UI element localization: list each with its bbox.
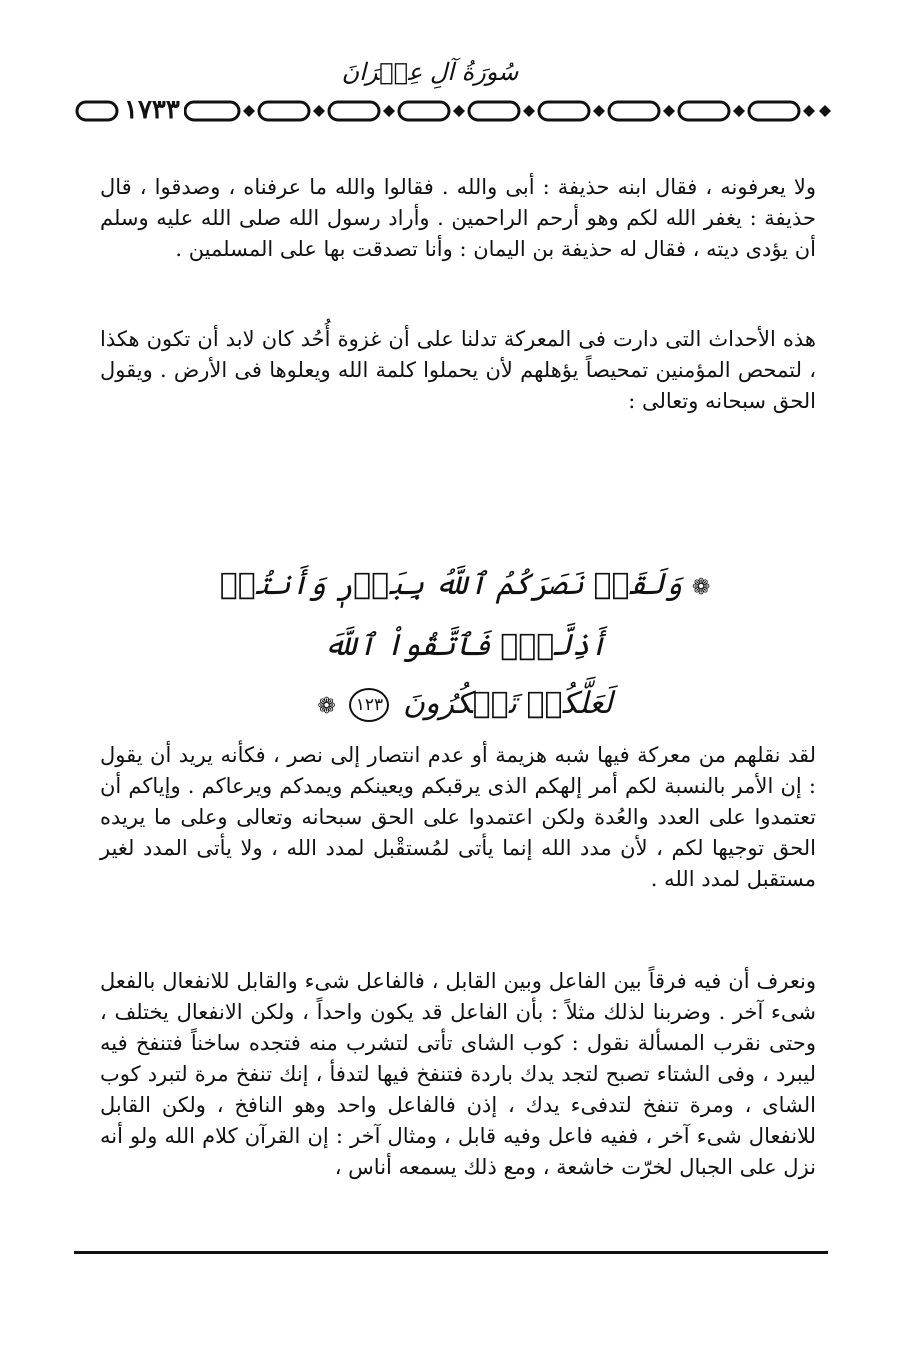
verse-text-1: وَلَقَدۡ نَصَرَكُمُ ٱللَّهُ بِبَدۡرٖ وَأَنتُمۡ أَذِلَّةٞۖ فَٱتَّقُواْ ٱللَّهَ xyxy=(219,567,683,663)
verse-line-1 xyxy=(195,556,735,675)
footer-rule xyxy=(74,1251,828,1254)
surah-title: سُورَةُ آلِ عِمۡرَانَ xyxy=(341,58,519,86)
verse-open-ornament-icon: ❁ xyxy=(691,575,711,600)
paragraph-2: هذه الأحداث التى دارت فى المعركة تدلنا على أن غزوة أُحُد كان لابد أن تكون هكذا ، لتمحص المؤمنين تمحيصاً يؤهلهم لأن يحملوا كلمة الله ويعلوها فى الأرض . ويقول الحق سبحانه وتعالى : xyxy=(100,327,816,413)
verse-line-2 xyxy=(195,675,735,736)
paragraph-3: لقد نقلهم من معركة فيها شبه هزيمة أو عدم انتصار إلى نصر ، فكأنه يريد أن يقول : إن الأمر بالنسبة لكم أمر إلهكم الذى يرقبكم ويعينكم ويمدكم ويرعاكم . وإياكم أن تعتمدوا على العدد والعُدة ولكن اعتمدوا على الحق سبحانه وتعالى وعلى ما يريده الحق توجيها لكم ، لأن مدد الله إنما يأتى لمُستقْبل لمدد الله ، ولا يأتى المدد لغير مستقبل لمدد الله . xyxy=(100,743,816,891)
page-number: ١٧٣٣ xyxy=(120,95,184,125)
verse-number: ١٢٣ xyxy=(349,688,389,722)
paragraph-4: ونعرف أن فيه فرقاً بين الفاعل وبين القابل ، فالفاعل شىء والقابل للانفعال بالفعل شىء آخر . وضربنا لذلك مثلاً : بأن الفاعل قد يكون واحداً ، ولكن الانفعال يختلف ، وحتى نقرب المسألة نقول : كوب الشاى تأتى لتشرب منه فتجده ساخناً فتنفخ فيه ليبرد ، وفى الشتاء تصبح لتجد يدك باردة فتنفخ فيها لتدفأ ، إنك تنفخ مرة لتبرد كوب الشاى ، ومرة تنفخ لتدفىء يدك ، إذن فالفاعل واحد وهو النافخ ، ولكن القابل للانفعال شىء آخر ، ففيه فاعل وفيه قابل ، ومثال آخر : إن القرآن كلام الله ولو أنه نزل على الجبال لخرّت خاشعة ، ومع ذلك يسمعه أناس ، xyxy=(100,969,816,1179)
verse-close-ornament-icon: ❁ xyxy=(317,694,336,719)
paragraph-1: ولا يعرفونه ، فقال ابنه حذيفة : أبى والله . فقالوا والله ما عرفناه ، وصدقوا ، قال حذيفة : يغفر الله لكم وهو أرحم الراحمين . وأراد رسول الله صلى الله عليه وسلم أن يؤدى ديته ، فقال له حذيفة بن اليمان : وأنا تصدقت بها على المسلمين . xyxy=(100,175,816,261)
quran-verse xyxy=(195,556,735,736)
verse-text-2: لَعَلَّكُمۡ تَشۡكُرُونَ xyxy=(402,686,613,721)
header-ornament-band xyxy=(75,96,835,126)
